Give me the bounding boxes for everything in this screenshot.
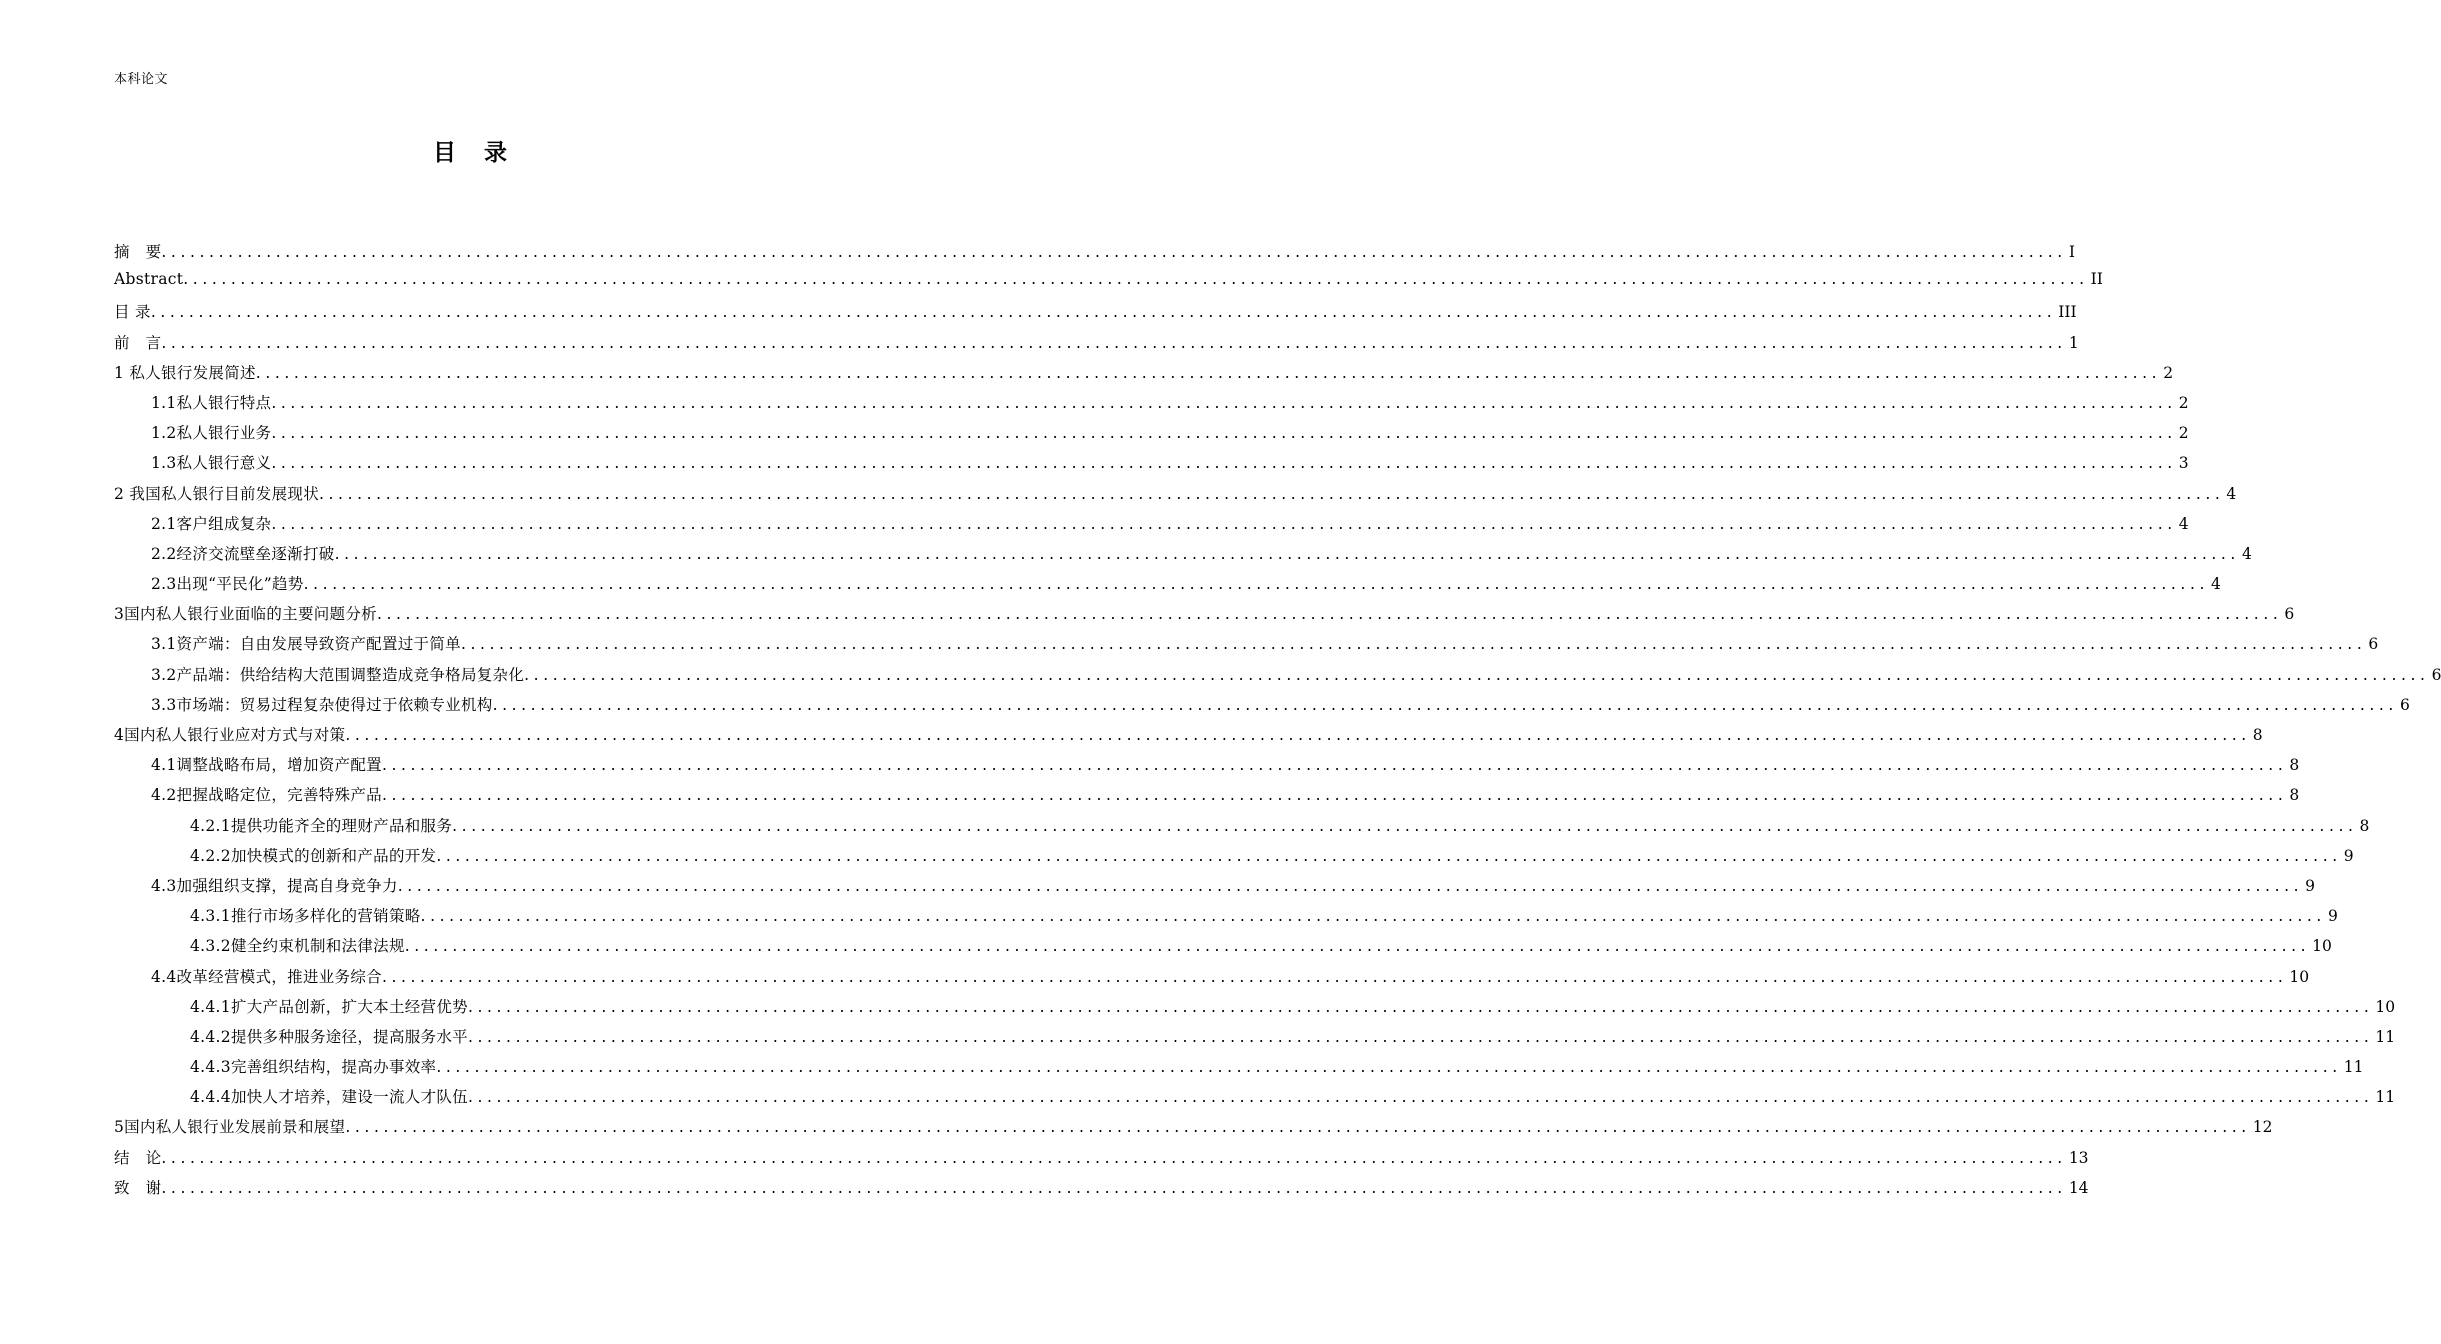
toc-entry[interactable] <box>114 1146 2089 1176</box>
toc-entry-label: 目 录 <box>114 303 151 322</box>
toc-entry[interactable] <box>114 270 2103 300</box>
toc-leader-dots: ........................................................................................................................................................................................................ <box>161 243 2067 261</box>
toc-entry[interactable] <box>114 602 2295 632</box>
toc-leader-dots: ........................................................................................................................................................................................................ <box>381 967 2288 986</box>
toc-entry-page-number: III <box>2058 303 2077 322</box>
toc-entry[interactable] <box>114 874 2316 904</box>
toc-entry-page-number: 6 <box>2431 665 2441 684</box>
toc-entry-page-number: 11 <box>2343 1058 2364 1077</box>
toc-entry-label: 4.4.4加快人才培养，建设一流人才队伍 <box>190 1088 468 1107</box>
toc-entry[interactable] <box>114 904 2338 934</box>
toc-leader-dots: ........................................................................................................................................................................................................ <box>376 605 2283 624</box>
toc-entry[interactable] <box>114 693 2410 723</box>
toc-entry[interactable] <box>114 1085 2396 1115</box>
toc-entry-label: 4.2.2加快模式的创新和产品的开发 <box>190 846 437 865</box>
toc-entry-label: Abstract <box>114 270 184 289</box>
toc-entry-page-number: 9 <box>2327 907 2338 926</box>
toc-entry-label: 前 言 <box>114 333 162 352</box>
toc-entry[interactable] <box>114 965 2310 995</box>
toc-entry-page-number: 12 <box>2252 1118 2273 1137</box>
toc-entry-label: 4.2把握战略定位，完善特殊产品 <box>151 786 382 805</box>
toc-entry-page-number: 14 <box>2068 1178 2089 1197</box>
toc-entry[interactable] <box>114 814 2370 844</box>
toc-entry-label: 1.1私人银行特点 <box>151 393 272 412</box>
toc-entry-page-number: 2 <box>2163 363 2174 382</box>
toc-entry[interactable] <box>114 663 2441 693</box>
toc-entry-label: 4.4.3完善组织结构，提高办事效率 <box>190 1058 437 1077</box>
toc-entry[interactable] <box>114 1055 2364 1085</box>
toc-entry[interactable] <box>114 421 2189 451</box>
toc-entry-label: 3.2产品端：供给结构大范围调整造成竞争格局复杂化 <box>151 665 525 684</box>
toc-entry-label: 5国内私人银行业发展前景和展望 <box>114 1118 346 1137</box>
toc-entry-label: 1 私人银行发展简述 <box>114 363 256 382</box>
toc-entry-label: 4国内私人银行业应对方式与对策 <box>114 726 346 744</box>
toc-entry-label: 2.3出现“平民化”趋势 <box>151 575 304 594</box>
toc-leader-dots: ........................................................................................................................................................................................................ <box>255 363 2162 382</box>
toc-entry-label: 4.4改革经营模式，推进业务综合 <box>151 967 382 986</box>
toc-entry-page-number: 2 <box>2178 424 2189 443</box>
toc-entry-page-number: II <box>2090 270 2103 289</box>
toc-entry-label: 4.3.2健全约束机制和法律法规 <box>190 937 405 956</box>
toc-entry[interactable] <box>114 542 2252 572</box>
toc-leader-dots: ........................................................................................................................................................................................................ <box>150 303 2057 322</box>
toc-leader-dots: ........................................................................................................................................................................................................ <box>183 270 2089 289</box>
toc-entry-label: 2.1客户组成复杂 <box>151 514 272 533</box>
toc-entry[interactable] <box>114 844 2354 874</box>
toc-entry-page-number: 1 <box>2068 333 2079 352</box>
toc-entry[interactable] <box>114 391 2189 421</box>
toc-entry-page-number: 10 <box>2289 967 2310 986</box>
toc-entry[interactable] <box>114 1115 2273 1145</box>
toc-entry[interactable] <box>114 512 2189 542</box>
toc-leader-dots: ........................................................................................................................................................................................................ <box>161 333 2067 352</box>
toc-entry[interactable] <box>114 723 2263 753</box>
toc-entry-page-number: 4 <box>2226 484 2237 503</box>
toc-entry-label: 4.4.2提供多种服务途径，提高服务水平 <box>190 1027 468 1046</box>
toc-entry[interactable] <box>114 482 2237 512</box>
page-header: 本科论文 <box>114 72 169 87</box>
toc-leader-dots: ........................................................................................................................................................................................................ <box>467 1027 2374 1046</box>
toc-leader-dots: ........................................................................................................................................................................................................ <box>303 575 2210 594</box>
toc-leader-dots: ........................................................................................................................................................................................................ <box>467 997 2374 1016</box>
toc-entry-label: 4.2.1提供功能齐全的理财产品和服务 <box>190 816 453 835</box>
toc-entry[interactable] <box>114 1025 2396 1055</box>
toc-leader-dots: ........................................................................................................................................................................................................ <box>381 786 2288 805</box>
toc-leader-dots: ........................................................................................................................................................................................................ <box>161 1148 2067 1167</box>
toc-entry[interactable] <box>114 240 2075 270</box>
toc-entry-page-number: 6 <box>2399 695 2410 714</box>
toc-entry[interactable] <box>114 1176 2089 1206</box>
toc-entry-page-number: 8 <box>2289 786 2300 805</box>
toc-leader-dots: ........................................................................................................................................................................................................ <box>524 665 2430 684</box>
toc-entry[interactable] <box>114 300 2077 330</box>
toc-entry-label: 4.1调整战略布局，增加资产配置 <box>151 756 382 775</box>
toc-leader-dots: ........................................................................................................................................................................................................ <box>345 1118 2251 1137</box>
toc-entry[interactable] <box>114 783 2300 813</box>
toc-entry[interactable] <box>114 361 2174 391</box>
toc-leader-dots: ........................................................................................................................................................................................................ <box>345 726 2251 744</box>
toc-entry-page-number: 9 <box>2305 876 2316 895</box>
toc-leader-dots: ........................................................................................................................................................................................................ <box>492 695 2398 714</box>
toc-entry[interactable] <box>114 995 2396 1025</box>
toc-entry[interactable] <box>114 934 2332 964</box>
toc-entry-page-number: 8 <box>2289 756 2300 775</box>
page-title: 目 录 <box>432 140 517 166</box>
toc-leader-dots: ........................................................................................................................................................................................................ <box>319 484 2225 503</box>
toc-entry[interactable] <box>114 451 2189 481</box>
toc-leader-dots: ........................................................................................................................................................................................................ <box>334 544 2240 563</box>
toc-leader-dots: ........................................................................................................................................................................................................ <box>436 1058 2342 1077</box>
toc-entry-label: 致 谢 <box>114 1178 162 1197</box>
toc-leader-dots: ........................................................................................................................................................................................................ <box>271 514 2177 533</box>
toc-entry-page-number: 8 <box>2252 726 2263 744</box>
toc-entry-page-number: 10 <box>2375 997 2396 1016</box>
toc-entry-page-number: 4 <box>2178 514 2189 533</box>
toc-entry-label: 1.2私人银行业务 <box>151 424 272 443</box>
toc-entry-label: 结 论 <box>114 1148 162 1167</box>
toc-entry-page-number: 4 <box>2241 544 2252 563</box>
toc-entry-label: 4.4.1扩大产品创新，扩大本土经营优势 <box>190 997 468 1016</box>
toc-entry[interactable] <box>114 331 2079 361</box>
toc-leader-dots: ........................................................................................................................................................................................................ <box>460 635 2367 654</box>
table-of-contents <box>114 240 2441 1206</box>
toc-entry-label: 3国内私人银行业面临的主要问题分析 <box>114 605 377 624</box>
toc-entry-page-number: I <box>2068 243 2075 261</box>
toc-leader-dots: ........................................................................................................................................................................................................ <box>420 907 2326 926</box>
toc-entry-label: 4.3加强组织支撑，提高自身竞争力 <box>151 876 398 895</box>
toc-entry[interactable] <box>114 753 2300 783</box>
toc-entry-page-number: 13 <box>2068 1148 2089 1167</box>
toc-leader-dots: ........................................................................................................................................................................................................ <box>271 393 2177 412</box>
toc-leader-dots: ........................................................................................................................................................................................................ <box>467 1088 2374 1107</box>
toc-entry-page-number: 11 <box>2375 1088 2396 1107</box>
toc-leader-dots: ........................................................................................................................................................................................................ <box>161 1178 2067 1197</box>
toc-leader-dots: ........................................................................................................................................................................................................ <box>381 756 2288 775</box>
toc-entry-page-number: 6 <box>2368 635 2379 654</box>
toc-leader-dots: ........................................................................................................................................................................................................ <box>436 846 2342 865</box>
toc-entry[interactable] <box>114 632 2379 662</box>
toc-entry-label: 摘 要 <box>114 243 162 261</box>
toc-leader-dots: ........................................................................................................................................................................................................ <box>271 424 2177 443</box>
toc-entry-label: 1.3私人银行意义 <box>151 454 272 473</box>
toc-entry-page-number: 6 <box>2284 605 2295 624</box>
toc-entry-page-number: 2 <box>2178 393 2189 412</box>
toc-entry[interactable] <box>114 572 2221 602</box>
toc-entry-label: 3.1资产端：自由发展导致资产配置过于简单 <box>151 635 461 654</box>
toc-entry-label: 2.2经济交流壁垒逐渐打破 <box>151 544 335 563</box>
toc-leader-dots: ........................................................................................................................................................................................................ <box>397 876 2304 895</box>
toc-entry-page-number: 4 <box>2211 575 2221 594</box>
toc-entry-label: 4.3.1推行市场多样化的营销策略 <box>190 907 421 926</box>
toc-entry-page-number: 3 <box>2178 454 2189 473</box>
toc-entry-page-number: 8 <box>2359 816 2370 835</box>
toc-entry-label: 2 我国私人银行目前发展现状 <box>114 484 319 503</box>
toc-entry-page-number: 10 <box>2312 937 2332 956</box>
toc-entry-page-number: 11 <box>2375 1027 2396 1046</box>
toc-leader-dots: ........................................................................................................................................................................................................ <box>452 816 2358 835</box>
toc-leader-dots: ........................................................................................................................................................................................................ <box>271 454 2177 473</box>
toc-entry-page-number: 9 <box>2343 846 2354 865</box>
toc-leader-dots: ........................................................................................................................................................................................................ <box>404 937 2311 956</box>
toc-entry-label: 3.3市场端：贸易过程复杂使得过于依赖专业机构 <box>151 695 493 714</box>
